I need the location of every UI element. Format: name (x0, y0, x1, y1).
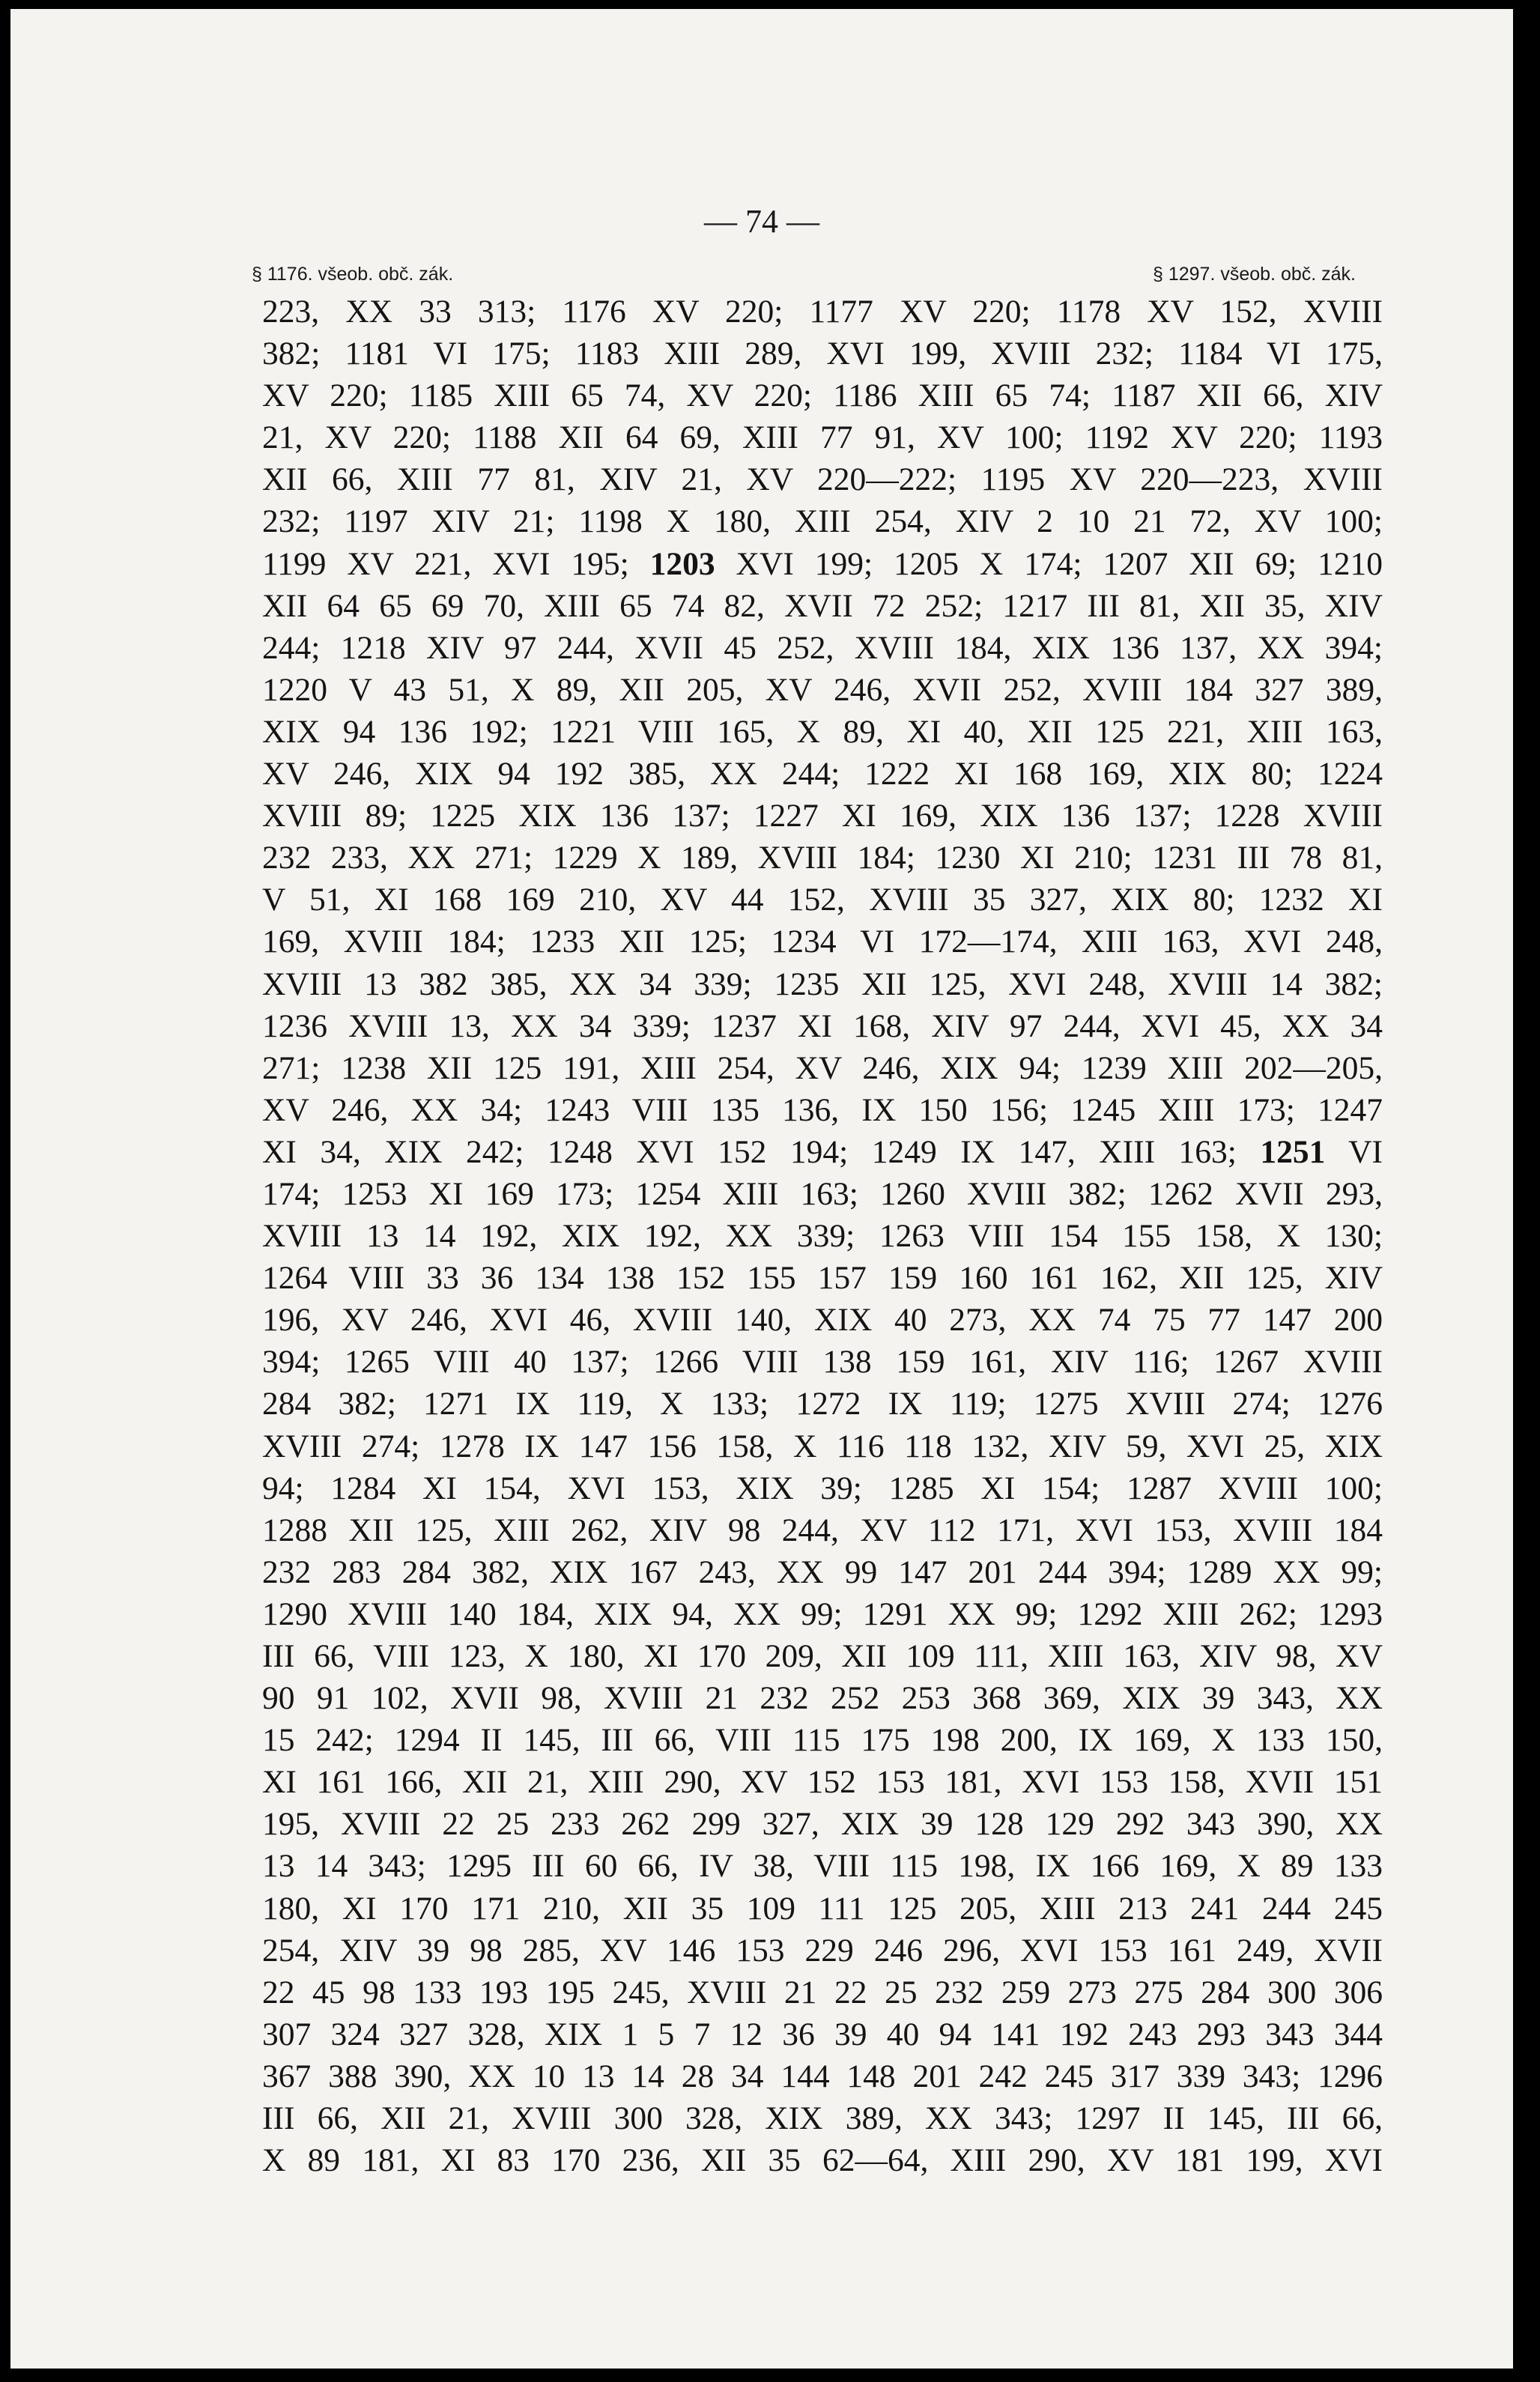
text-run: 367 388 390, XX 10 13 14 28 34 144 148 201 242 245 317 339 343; 1296 (262, 2058, 1383, 2094)
text-run: XIX 94 136 192; 1221 VIII 165, X 89, XI 40, XII 125 221, XIII 163, (262, 713, 1383, 750)
text-line (262, 1131, 1383, 1173)
text-run: 254, XIV 39 98 285, XV 146 153 229 246 296, XVI 153 161 249, XVII (262, 1932, 1383, 1969)
text-run: 1199 XV 221, XVI 195; (262, 545, 650, 582)
text-line (262, 2013, 1383, 2055)
text-run: III 66, VIII 123, X 180, XI 170 209, XII 109 111, XIII 163, XIV 98, XV (262, 1638, 1383, 1674)
text-line (262, 2139, 1383, 2181)
text-run: III 66, XII 21, XVIII 300 328, XIX 389, XX 343; 1297 II 145, III 66, (262, 2100, 1383, 2137)
text-run: 232; 1197 XIV 21; 1198 X 180, XIII 254, XIV 2 10 21 72, XV 100; (262, 503, 1383, 540)
text-run: 232 283 284 382, XIX 167 243, XX 99 147 201 244 394; 1289 XX 99; (262, 1554, 1383, 1590)
text-run: XVI 199; 1205 X 174; 1207 XII 69; 1210 (715, 545, 1383, 582)
text-run: 244; 1218 XIV 97 244, XVII 45 252, XVIII 184, XIX 136 137, XX 394; (262, 629, 1383, 666)
text-run: 90 91 102, XVII 98, XVIII 21 232 252 253 368 369, XIX 39 343, XX (262, 1680, 1383, 1717)
text-run: 169, XVIII 184; 1233 XII 125; 1234 VI 172—174, XIII 163, XVI 248, (262, 924, 1383, 960)
text-run: 21, XV 220; 1188 XII 64 69, XIII 77 91, XV 100; 1192 XV 220; 1193 (262, 419, 1383, 456)
text-run: 13 14 343; 1295 III 60 66, IV 38, VIII 115 198, IX 166 169, X 89 133 (262, 1848, 1383, 1885)
text-run: 1264 VIII 33 36 134 138 152 155 157 159 160 161 162, XII 125, XIV (262, 1260, 1383, 1297)
text-run: 180, XI 170 171 210, XII 35 109 111 125 205, XIII 213 241 244 245 (262, 1890, 1383, 1927)
index-text-block (262, 291, 1383, 2181)
text-line (262, 375, 1383, 416)
running-head-right: § 1297. všeob. obč. zák. (1152, 264, 1356, 285)
text-run: 15 242; 1294 II 145, III 66, VIII 115 175 198 200, IX 169, X 133 150, (262, 1722, 1383, 1759)
text-line (262, 879, 1383, 921)
text-line (262, 416, 1383, 458)
text-run: 1288 XII 125, XIII 262, XIV 98 244, XV 112 171, XVI 153, XVIII 184 (262, 1512, 1383, 1548)
text-line (262, 669, 1383, 711)
text-run: XI 34, XIX 242; 1248 XVI 152 194; 1249 IX 147, XIII 163; (262, 1133, 1261, 1170)
text-line (262, 1677, 1383, 1719)
text-line (262, 1467, 1383, 1509)
text-line (262, 1803, 1383, 1845)
text-line (262, 1383, 1383, 1425)
text-line (262, 1551, 1383, 1593)
text-run: 271; 1238 XII 125 191, XIII 254, XV 246, XIX 94; 1239 XIII 202—205, (262, 1049, 1383, 1086)
text-line (262, 1593, 1383, 1635)
text-run: XVIII 13 382 385, XX 34 339; 1235 XII 125, XVI 248, XVIII 14 382; (262, 966, 1383, 1002)
page-number: — 74 — (704, 203, 819, 240)
text-line (262, 1972, 1383, 2013)
text-run: 22 45 98 133 193 195 245, XVIII 21 22 25 232 259 273 275 284 300 306 (262, 1974, 1383, 2010)
text-run: XVIII 13 14 192, XIX 192, XX 339; 1263 VIII 154 155 158, X 130; (262, 1218, 1383, 1255)
text-line (262, 1930, 1383, 1972)
text-line (262, 1761, 1383, 1803)
text-run: 1236 XVIII 13, XX 34 339; 1237 XI 168, XIV 97 244, XVI 45, XX 34 (262, 1007, 1383, 1044)
text-run: X 89 181, XI 83 170 236, XII 35 62—64, XIII 290, XV 181 199, XVI (262, 2142, 1383, 2179)
text-line (262, 1005, 1383, 1047)
text-line (262, 1341, 1383, 1383)
text-line (262, 1257, 1383, 1299)
text-line (262, 753, 1383, 795)
text-line (262, 2097, 1383, 2139)
text-line (262, 585, 1383, 627)
bold-section-number: 1203 (649, 545, 715, 582)
text-run: 174; 1253 XI 169 173; 1254 XIII 163; 1260 XVIII 382; 1262 XVII 293, (262, 1175, 1383, 1212)
text-line (262, 291, 1383, 333)
running-head-left: § 1176. všeob. obč. zák. (252, 264, 454, 285)
text-line (262, 963, 1383, 1005)
text-line (262, 1425, 1383, 1467)
text-run: XV 246, XIX 94 192 385, XX 244; 1222 XI 168 169, XIX 80; 1224 (262, 756, 1383, 793)
text-run: 94; 1284 XI 154, XVI 153, XIX 39; 1285 XI 154; 1287 XVIII 100; (262, 1470, 1383, 1506)
text-line (262, 1299, 1383, 1341)
text-run: XV 220; 1185 XIII 65 74, XV 220; 1186 XIII 65 74; 1187 XII 66, XIV (262, 378, 1383, 414)
text-line (262, 1089, 1383, 1131)
book-page (10, 9, 1513, 2369)
text-line (262, 458, 1383, 500)
text-line (262, 1719, 1383, 1761)
text-line (262, 1173, 1383, 1215)
text-run: 307 324 327 328, XIX 1 5 7 12 36 39 40 94 141 192 243 293 343 344 (262, 2016, 1383, 2052)
text-line (262, 1509, 1383, 1551)
text-run: XII 64 65 69 70, XIII 65 74 82, XVII 72 252; 1217 III 81, XII 35, XIV (262, 587, 1383, 624)
text-run: XI 161 166, XII 21, XIII 290, XV 152 153 181, XVI 153 158, XVII 151 (262, 1764, 1383, 1801)
text-run: 195, XVIII 22 25 233 262 299 327, XIX 39 128 129 292 343 390, XX (262, 1806, 1383, 1843)
text-line (262, 543, 1383, 585)
text-run: XV 246, XX 34; 1243 VIII 135 136, IX 150 156; 1245 XIII 173; 1247 (262, 1091, 1383, 1128)
text-line (262, 2055, 1383, 2097)
text-run: XVIII 274; 1278 IX 147 156 158, X 116 118 132, XIV 59, XVI 25, XIX (262, 1428, 1383, 1464)
text-line (262, 1047, 1383, 1089)
text-line (262, 500, 1383, 542)
text-run: 196, XV 246, XVI 46, XVIII 140, XIX 40 273, XX 74 75 77 147 200 (262, 1302, 1383, 1339)
text-run: 284 382; 1271 IX 119, X 133; 1272 IX 119; 1275 XVIII 274; 1276 (262, 1386, 1383, 1422)
bold-section-number: 1251 (1260, 1133, 1326, 1170)
text-line (262, 921, 1383, 963)
text-run: 223, XX 33 313; 1176 XV 220; 1177 XV 220; 1178 XV 152, XVIII (262, 294, 1383, 330)
text-line (262, 1888, 1383, 1930)
text-run: 232 233, XX 271; 1229 X 189, XVIII 184; 1230 XI 210; 1231 III 78 81, (262, 840, 1383, 876)
text-run: 1290 XVIII 140 184, XIX 94, XX 99; 1291 XX 99; 1292 XIII 262; 1293 (262, 1595, 1383, 1632)
text-run: V 51, XI 168 169 210, XV 44 152, XVIII 35 327, XIX 80; 1232 XI (262, 882, 1383, 918)
text-line (262, 711, 1383, 753)
text-line (262, 1215, 1383, 1257)
text-line (262, 795, 1383, 837)
text-line (262, 333, 1383, 375)
text-run: XII 66, XIII 77 81, XIV 21, XV 220—222; 1195 XV 220—223, XVIII (262, 461, 1383, 498)
text-run: 1220 V 43 51, X 89, XII 205, XV 246, XVII 252, XVIII 184 327 389, (262, 671, 1383, 708)
text-run: XVIII 89; 1225 XIX 136 137; 1227 XI 169, XIX 136 137; 1228 XVIII (262, 798, 1383, 834)
text-run: 394; 1265 VIII 40 137; 1266 VIII 138 159 161, XIV 116; 1267 XVIII (262, 1344, 1383, 1381)
text-run: 382; 1181 VI 175; 1183 XIII 289, XVI 199, XVIII 232; 1184 VI 175, (262, 336, 1383, 372)
text-run: VI (1325, 1133, 1383, 1170)
text-line (262, 627, 1383, 669)
text-line (262, 1845, 1383, 1887)
text-line (262, 1635, 1383, 1677)
text-line (262, 837, 1383, 879)
